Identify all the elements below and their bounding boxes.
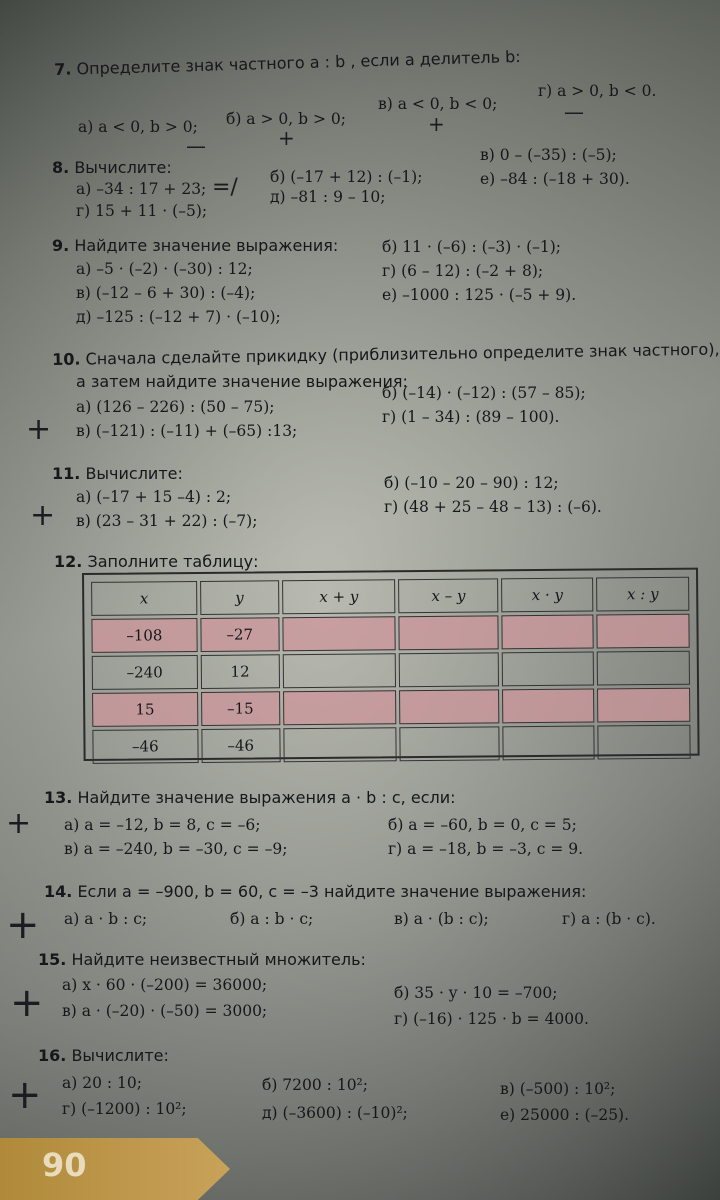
- problem-12-title: Заполните таблицу:: [87, 552, 259, 571]
- table-cell-y: –15: [201, 691, 280, 726]
- handwritten-plus-mark-15: +: [10, 980, 44, 1026]
- problem-8-title: Вычислите:: [74, 158, 172, 177]
- problem-7-title: Определите знак частного a : b , если a делитель b:: [76, 46, 521, 79]
- table-cell-empty[interactable]: [502, 652, 594, 687]
- table-cell-empty[interactable]: [400, 726, 500, 761]
- problem-7-item-g: г) a > 0, b < 0.: [538, 82, 657, 100]
- problem-16-number: 16.: [38, 1046, 67, 1065]
- problem-11-item-b: б) (–10 – 20 – 90) : 12;: [384, 474, 559, 492]
- handwritten-minus-mark-7g: —: [564, 100, 584, 124]
- problem-10-item-v: в) (–121) : (–11) + (–65) :13;: [76, 422, 298, 440]
- table-cell-empty[interactable]: [597, 688, 690, 723]
- table-cell-x: 15: [92, 692, 198, 727]
- problem-16-heading: [38, 1046, 169, 1065]
- table-row: [92, 651, 690, 690]
- problem-13-heading: [44, 788, 456, 807]
- table-header-row: [91, 577, 689, 616]
- table-cell-empty[interactable]: [597, 614, 690, 649]
- problem-9-item-g: г) (6 – 12) : (–2 + 8);: [382, 262, 544, 280]
- table-cell-y: –27: [200, 617, 279, 652]
- problem-15-heading: [38, 950, 366, 969]
- table-cell-empty[interactable]: [283, 690, 397, 725]
- table-cell-empty[interactable]: [597, 725, 690, 760]
- problem-16-item-e: е) 25000 : (–25).: [500, 1106, 630, 1124]
- problem-8-item-g: г) 15 + 11 · (–5);: [76, 202, 208, 220]
- table-header-x: x: [91, 581, 197, 616]
- table-cell-empty[interactable]: [282, 616, 396, 651]
- problem-10-heading: [52, 340, 720, 369]
- table-cell-empty[interactable]: [502, 726, 594, 761]
- table-cell-empty[interactable]: [501, 615, 593, 650]
- problem-9-item-b: б) 11 · (–6) : (–3) · (–1);: [382, 238, 562, 256]
- problem-10-item-a: а) (126 – 226) : (50 – 75);: [76, 398, 275, 416]
- problem-7-number: 7.: [54, 59, 72, 79]
- problem-16-item-v: в) (–500) : 10²;: [500, 1080, 616, 1098]
- problem-9-item-e: е) –1000 : 125 · (–5 + 9).: [382, 286, 577, 304]
- problem-7-item-v: в) a < 0, b < 0;: [378, 95, 498, 113]
- problem-8-item-v: в) 0 – (–35) : (–5);: [480, 146, 617, 164]
- table-row: [92, 688, 690, 727]
- problem-7-item-b: б) a > 0, b > 0;: [226, 110, 346, 128]
- table-cell-empty[interactable]: [399, 689, 499, 724]
- problem-11-heading: [52, 464, 183, 483]
- problem-15-item-g: г) (–16) · 125 · b = 4000.: [394, 1010, 589, 1028]
- fill-in-table-grid: [88, 574, 694, 767]
- problem-10-number: 10.: [52, 349, 81, 369]
- handwritten-plus-mark-7b: +: [278, 126, 295, 150]
- problem-10-title: Сначала сделайте прикидку (приблизительно определите знак частного),: [85, 339, 720, 369]
- problem-8-item-d: д) –81 : 9 – 10;: [270, 188, 386, 206]
- table-cell-x: –108: [91, 618, 197, 653]
- problem-11-item-v: в) (23 – 31 + 22) : (–7);: [76, 512, 258, 530]
- table-cell-x: –240: [92, 655, 198, 690]
- problem-15-title: Найдите неизвестный множитель:: [71, 950, 366, 969]
- problem-16-item-a: а) 20 : 10;: [62, 1074, 142, 1092]
- problem-9-title: Найдите значение выражения:: [74, 236, 339, 255]
- table-cell-empty[interactable]: [399, 615, 499, 650]
- problem-11-item-a: а) (–17 + 15 –4) : 2;: [76, 488, 232, 506]
- handwritten-minus-mark-7a: —: [186, 134, 206, 158]
- table-header-y: y: [200, 580, 279, 615]
- problem-13-number: 13.: [44, 788, 73, 807]
- problem-13-item-v: в) a = –240, b = –30, c = –9;: [64, 840, 288, 858]
- problem-7-item-a: а) a < 0, b > 0;: [78, 118, 198, 136]
- problem-8-number: 8.: [52, 158, 70, 177]
- table-cell-empty[interactable]: [399, 652, 499, 687]
- problem-16-item-g: г) (–1200) : 10²;: [62, 1100, 187, 1118]
- problem-9-item-v: в) (–12 – 6 + 30) : (–4);: [76, 284, 256, 302]
- table-cell-x: –46: [92, 729, 198, 764]
- table-cell-empty[interactable]: [283, 727, 397, 762]
- problem-13-item-a: а) a = –12, b = 8, c = –6;: [64, 816, 261, 834]
- table-cell-empty[interactable]: [597, 651, 690, 686]
- table-header-quotient: x : y: [596, 577, 689, 612]
- problem-13-item-g: г) a = –18, b = –3, c = 9.: [388, 840, 584, 858]
- table-header-difference: x – y: [399, 578, 499, 613]
- table-cell-empty[interactable]: [502, 689, 594, 724]
- problem-16-title: Вычислите:: [71, 1046, 169, 1065]
- table-row: [92, 725, 690, 764]
- problem-13-title: Найдите значение выражения a · b : c, если:: [77, 788, 456, 807]
- handwritten-plus-mark-10: +: [26, 412, 52, 447]
- problem-11-title: Вычислите:: [85, 464, 183, 483]
- problem-8-item-a: а) –34 : 17 + 23;: [76, 180, 207, 198]
- fill-in-table: [82, 568, 700, 761]
- problem-8-item-e: е) –84 : (–18 + 30).: [480, 170, 630, 188]
- problem-15-item-v: в) a · (–20) · (–50) = 3000;: [62, 1002, 268, 1020]
- problem-14-item-a: а) a · b : c;: [64, 910, 148, 928]
- problem-15-item-b: б) 35 · y · 10 = –700;: [394, 984, 558, 1002]
- problem-11-item-g: г) (48 + 25 – 48 – 13) : (–6).: [384, 498, 602, 516]
- problem-15-number: 15.: [38, 950, 67, 969]
- problem-10-item-b: б) (–14) · (–12) : (57 – 85);: [382, 384, 586, 402]
- handwritten-plus-mark-11: +: [30, 498, 56, 533]
- problem-9-item-d: д) –125 : (–12 + 7) · (–10);: [76, 308, 281, 326]
- problem-11-number: 11.: [52, 464, 81, 483]
- handwritten-plus-mark-16: +: [8, 1072, 42, 1118]
- table-cell-empty[interactable]: [282, 653, 396, 688]
- table-header-sum: x + y: [282, 579, 396, 614]
- problem-12-heading: [54, 552, 258, 571]
- problem-9-number: 9.: [52, 236, 70, 255]
- table-cell-y: –46: [201, 728, 280, 763]
- problem-14-item-g: г) a : (b · c).: [562, 910, 656, 928]
- handwritten-check-mark-8: =/: [212, 175, 238, 200]
- problem-15-item-a: а) x · 60 · (–200) = 36000;: [62, 976, 268, 994]
- problem-12-number: 12.: [54, 552, 83, 571]
- problem-7-heading: [54, 47, 521, 79]
- handwritten-plus-mark-13: +: [6, 806, 32, 841]
- table-header-product: x · y: [501, 578, 593, 613]
- problem-10-item-g: г) (1 – 34) : (89 – 100).: [382, 408, 560, 426]
- problem-10-title-line-2: а затем найдите значение выражения:: [76, 372, 408, 391]
- page-number: 90: [42, 1146, 87, 1184]
- table-row: [91, 614, 689, 653]
- problem-16-item-b: б) 7200 : 10²;: [262, 1076, 368, 1094]
- problem-9-item-a: а) –5 · (–2) · (–30) : 12;: [76, 260, 253, 278]
- problem-8-heading: [52, 158, 172, 177]
- problem-8-item-b: б) (–17 + 12) : (–1);: [270, 168, 423, 186]
- handwritten-plus-mark-14: +: [6, 902, 40, 948]
- table-cell-y: 12: [200, 654, 279, 689]
- problem-14-item-v: в) a · (b : c);: [394, 910, 489, 928]
- page-number-tab: [0, 1138, 230, 1200]
- problem-14-heading: [44, 882, 586, 901]
- handwritten-plus-mark-7v: +: [428, 112, 445, 136]
- problem-14-item-b: б) a : b · c;: [230, 910, 314, 928]
- problem-14-title: Если a = –900, b = 60, c = –3 найдите значение выражения:: [77, 882, 587, 901]
- problem-9-heading: [52, 236, 338, 255]
- problem-16-item-d: д) (–3600) : (–10)²;: [262, 1104, 408, 1122]
- problem-13-item-b: б) a = –60, b = 0, c = 5;: [388, 816, 577, 834]
- problem-14-number: 14.: [44, 882, 73, 901]
